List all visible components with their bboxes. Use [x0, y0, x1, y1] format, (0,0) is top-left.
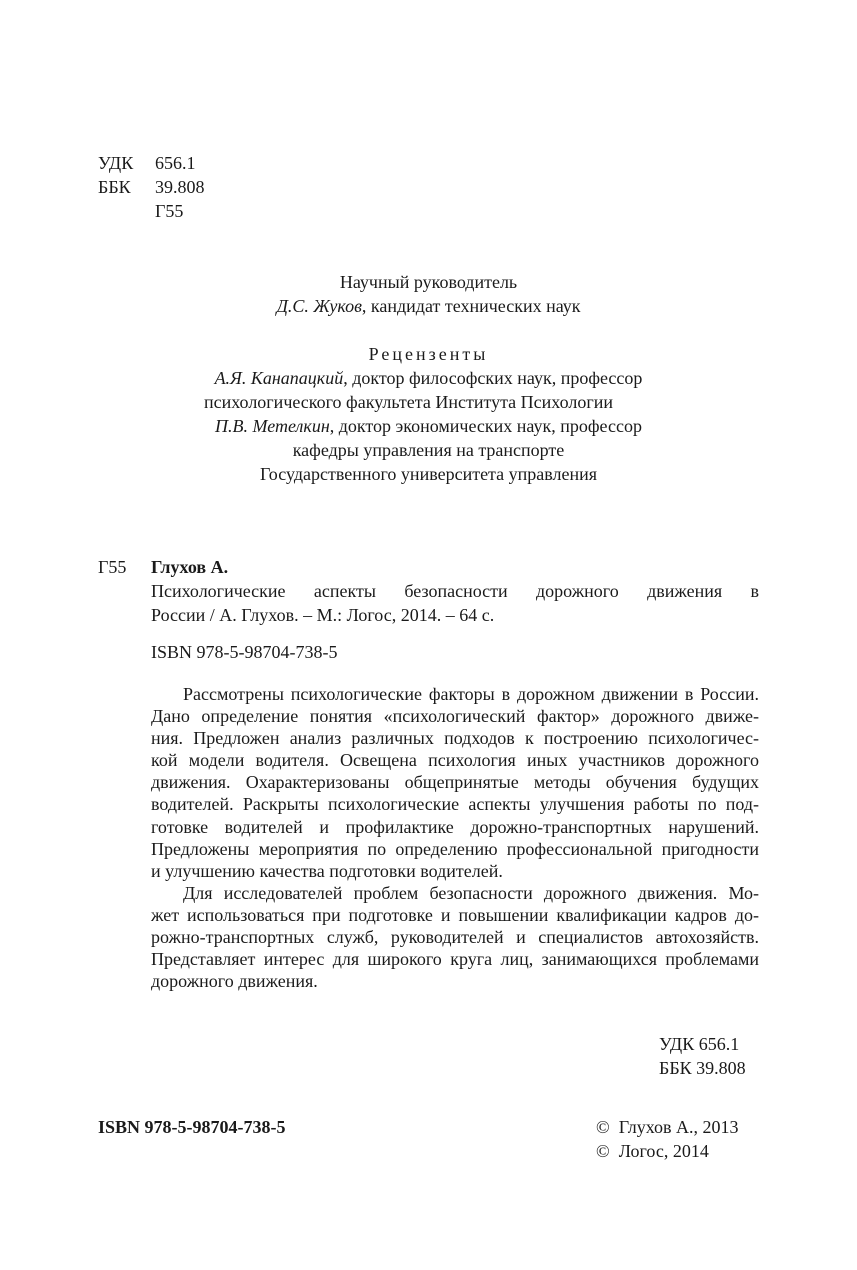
abstract-p1-line: и улучшению качества подготовки водителей. [151, 860, 503, 881]
abstract-p1-line: готовке водителей и профилактике дорожно-транспортных нарушений. [151, 816, 759, 837]
author-mark: Г55 [155, 201, 184, 221]
abstract [151, 683, 759, 992]
copyright-icon: © [596, 1117, 610, 1137]
abstract-p1-line: Рассмотрены психологические факторы в дорожном движении в России. [183, 684, 759, 704]
copyright-line-1 [596, 1115, 739, 1139]
abstract-p1-line: Дано определение понятия «психологический фактор» дорожного движе- [151, 706, 759, 727]
udk-line [98, 151, 205, 175]
reviewer-1-line [0, 366, 857, 390]
reviewer-2-affiliation-1: кафедры управления на транспорте [292, 440, 565, 460]
reviewer-1-desc: , доктор философских наук, профессор [343, 368, 643, 388]
classification-codes [98, 151, 205, 223]
bbk-value: 39.808 [155, 177, 205, 197]
reviewer-2-affiliation-2: Государственного университета управления [259, 464, 598, 484]
udk-label: УДК [98, 153, 134, 173]
catalog-title-2: России / А. Глухов. – М.: Логос, 2014. – 64 с. [151, 605, 495, 625]
catalog-mark: Г55 [98, 557, 127, 577]
author-mark-line [98, 199, 205, 223]
reviewers-title: Рецензенты [368, 344, 489, 364]
abstract-p1-line: движения. Охарактеризованы общепринятые методы обучения будущих [151, 772, 759, 793]
udk-value: 656.1 [155, 153, 196, 173]
abstract-p1-line: Предложены мероприятия по определению профессиональной пригодности [151, 838, 759, 859]
abstract-p2-line: Представляет интерес для широкого круга лиц, занимающихся проблемами [151, 949, 759, 970]
supervisor-line [0, 294, 857, 318]
abstract-p2-line: жет использоваться при подготовке и повышении квалификации кадров до- [151, 904, 759, 925]
abstract-p1-line: водителей. Раскрыты психологические аспекты улучшения работы по под- [151, 794, 759, 815]
copyright-holder-1: Глухов А., 2013 [618, 1117, 739, 1137]
abstract-p1-line: кой модели водителя. Освещена психология иных участников дорожного [151, 750, 759, 771]
reviewer-2-name: П.В. Метелкин [215, 416, 330, 436]
bbk-line [98, 175, 205, 199]
bottom-codes [659, 1032, 759, 1080]
abstract-p2-line: рожно-транспортных служб, руководителей и специалистов автохозяйств. [151, 927, 759, 948]
abstract-p2-line: Для исследователей проблем безопасности дорожного движения. Мо- [183, 882, 759, 903]
catalog-author: Глухов А. [151, 557, 229, 577]
catalog-title-1: Психологические аспекты безопасности дорожного движения в [151, 581, 759, 601]
copyright-block [596, 1115, 739, 1163]
reviewer-2-desc: , доктор экономических наук, профессор [329, 416, 642, 436]
abstract-p2-line: дорожного движения. [151, 971, 318, 992]
catalog-isbn: ISBN 978-5-98704-738-5 [151, 642, 338, 662]
bottom-udk: УДК 656.1 [659, 1034, 740, 1054]
copyright-icon: © [596, 1141, 610, 1161]
reviewer-1-name: А.Я. Канапацкий [214, 368, 344, 388]
bottom-bbk: ББК 39.808 [659, 1058, 746, 1078]
catalog-entry [151, 555, 759, 664]
copyright-holder-2: Логос, 2014 [618, 1141, 709, 1161]
supervisor-title: Научный руководитель [339, 272, 518, 292]
footer-isbn: ISBN 978-5-98704-738-5 [98, 1117, 286, 1137]
supervisor-name: Д.С. Жуков [276, 296, 362, 316]
reviewer-1-affiliation: психологического факультета Института Психологии [203, 392, 614, 412]
supervisor-desc: , кандидат технических наук [361, 296, 581, 316]
reviewers-block [0, 342, 857, 486]
abstract-p1-line: ния. Предложен анализ различных подходов к построению психологичес- [151, 728, 759, 749]
bbk-label: ББК [98, 177, 131, 197]
supervisor-block [0, 270, 857, 318]
reviewer-2-line [0, 414, 857, 438]
copyright-line-2 [596, 1139, 739, 1163]
